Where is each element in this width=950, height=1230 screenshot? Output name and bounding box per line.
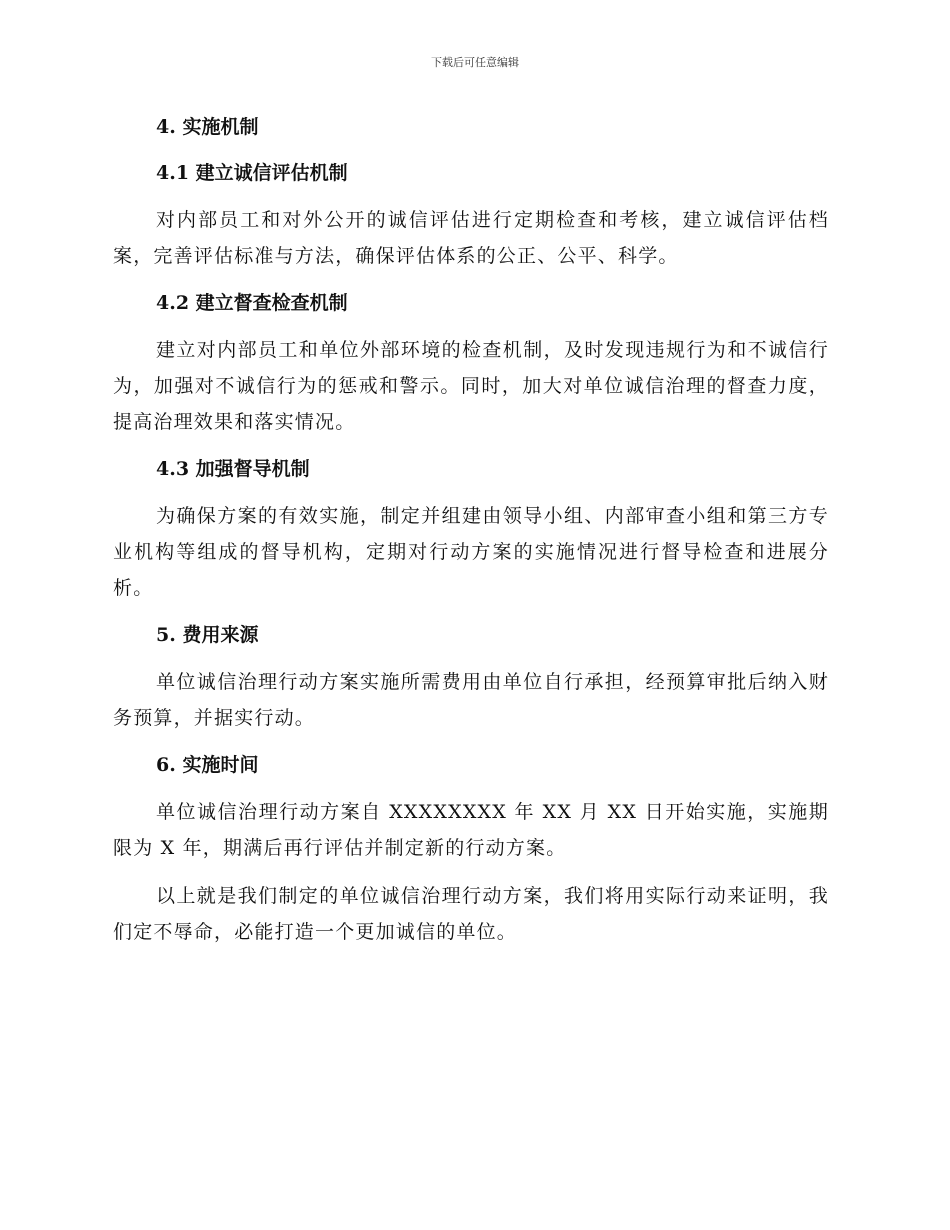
heading-section-4-3: 4.3 加强督导机制 bbox=[156, 458, 310, 480]
paragraph-funding-source: 单位诚信治理行动方案实施所需费用由单位自行承担，经预算审批后纳入财务预算，并据实行动。 bbox=[113, 671, 829, 729]
paragraph-inspection-mechanism: 建立对内部员工和单位外部环境的检查机制，及时发现违规行为和不诚信行为，加强对不诚信行为的惩戒和警示。同时，加大对单位诚信治理的督查力度，提高治理效果和落实情况。 bbox=[113, 339, 829, 433]
heading-section-5: 5. 费用来源 bbox=[156, 624, 259, 646]
paragraph-implementation-time: 单位诚信治理行动方案自 XXXXXXXX 年 XX 月 XX 日开始实施，实施期限为 X 年，期满后再行评估并制定新的行动方案。 bbox=[113, 801, 829, 859]
paragraph-supervision-mechanism: 为确保方案的有效实施，制定并组建由领导小组、内部审查小组和第三方专业机构等组成的督导机构，定期对行动方案的实施情况进行督导检查和进展分析。 bbox=[113, 505, 829, 599]
running-header: 下载后可任意编辑 bbox=[431, 56, 519, 69]
heading-section-4: 4. 实施机制 bbox=[156, 116, 259, 138]
heading-section-4-2: 4.2 建立督查检查机制 bbox=[156, 292, 348, 314]
paragraph-evaluation-mechanism: 对内部员工和对外公开的诚信评估进行定期检查和考核，建立诚信评估档案，完善评估标准与方法，确保评估体系的公正、公平、科学。 bbox=[113, 209, 829, 267]
heading-section-4-1: 4.1 建立诚信评估机制 bbox=[156, 162, 348, 184]
paragraph-conclusion: 以上就是我们制定的单位诚信治理行动方案，我们将用实际行动来证明，我们定不辱命，必能打造一个更加诚信的单位。 bbox=[113, 885, 829, 943]
document-body bbox=[113, 110, 829, 950]
heading-section-6: 6. 实施时间 bbox=[156, 754, 259, 776]
